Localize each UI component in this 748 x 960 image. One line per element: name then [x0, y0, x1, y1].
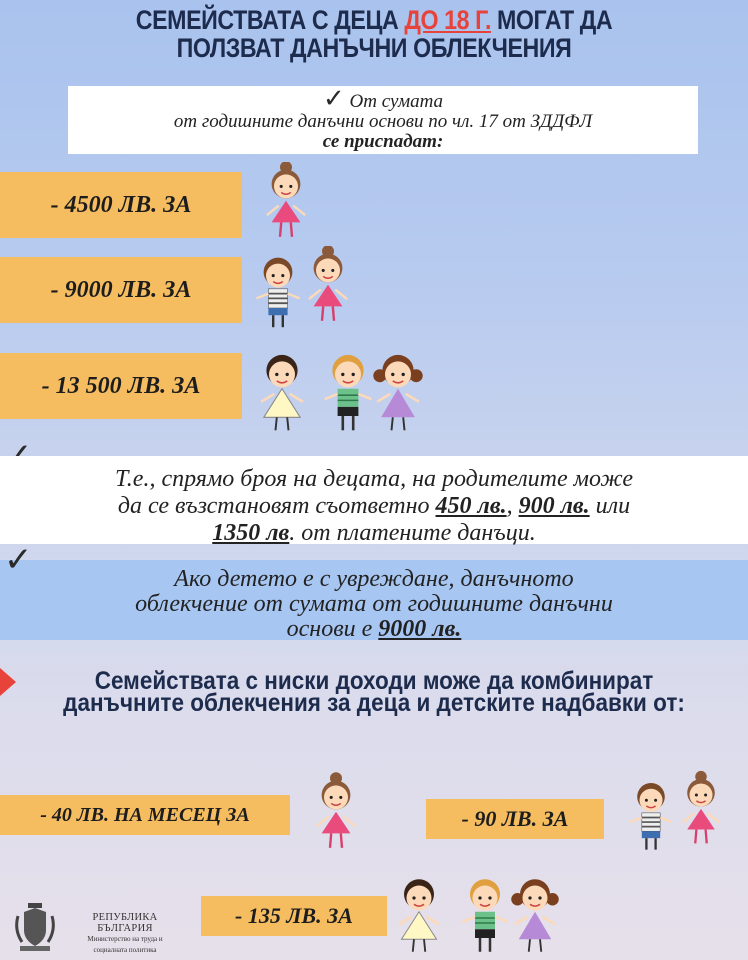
low-income-heading: Семействата с ниски доходи може да комбинират данъчните облекчения за деца и детските надбавки от:: [63, 667, 685, 717]
title-highlight: ДО 18 Г.: [404, 5, 491, 35]
boy-green-icon: [322, 344, 374, 436]
disability-box: Ако детето е с увреждане, данъчното облекчение от сумата от годишните данъчни основи е 9000 лв.: [0, 560, 748, 640]
girl-pink-icon: [262, 162, 310, 242]
deduction-3-label: - 13 500 ЛВ. ЗА: [0, 353, 242, 419]
girl-yellow-icon: [394, 868, 444, 958]
girl-pink-icon: [304, 246, 352, 326]
refund-amount-3: 1350 лв: [212, 520, 290, 546]
boy-striped-icon: [628, 770, 674, 858]
refund-box: Т.е., спрямо броя на децата, на родителите може да се възстановят съответно 450 лв., 900 лв. или 1350 лв. от платените данъци.: [0, 456, 748, 544]
girl-yellow-icon: [256, 344, 308, 436]
girl-pink-icon: [678, 766, 724, 854]
deduction-1-label: - 4500 ЛВ. ЗА: [0, 172, 242, 238]
allowance-3-label: - 135 ЛВ. ЗА: [201, 896, 387, 936]
boy-green-icon: [460, 868, 510, 958]
deduction-2-label: - 9000 ЛВ. ЗА: [0, 257, 242, 323]
title-line-1: СЕМЕЙСТВАТА С ДЕЦА ДО 18 Г. МОГАТ ДА: [135, 5, 613, 35]
arrow-marker-icon: [0, 668, 16, 696]
girl-purple-icon: [510, 868, 560, 958]
allowance-2-label: - 90 ЛВ. ЗА: [426, 799, 604, 839]
check-icon: ✓: [322, 84, 345, 114]
check-icon: ✓: [4, 540, 33, 580]
girl-purple-icon: [372, 344, 424, 436]
coat-of-arms-icon: [8, 902, 62, 954]
refund-amount-1: 450 лв.: [435, 493, 507, 519]
refund-amount-2: 900 лв.: [518, 493, 590, 519]
boy-striped-icon: [254, 250, 302, 330]
allowance-1-label: - 40 ЛВ. НА МЕСЕЦ ЗА: [0, 795, 290, 835]
intro-box: ✓ От сумата от годишните данъчни основи по чл. 17 от ЗДДФЛ се приспадат:: [68, 86, 698, 154]
title-line-2: ПОЛЗВАТ ДАНЪЧНИ ОБЛЕКЧЕНИЯ: [176, 33, 572, 63]
girl-pink-icon: [312, 768, 360, 858]
ministry-logo-text: РЕПУБЛИКА БЪЛГАРИЯ Министерство на труда и социалната политика: [87, 912, 163, 954]
disability-amount: 9000 лв.: [378, 616, 462, 642]
page-title: [52, 6, 695, 62]
